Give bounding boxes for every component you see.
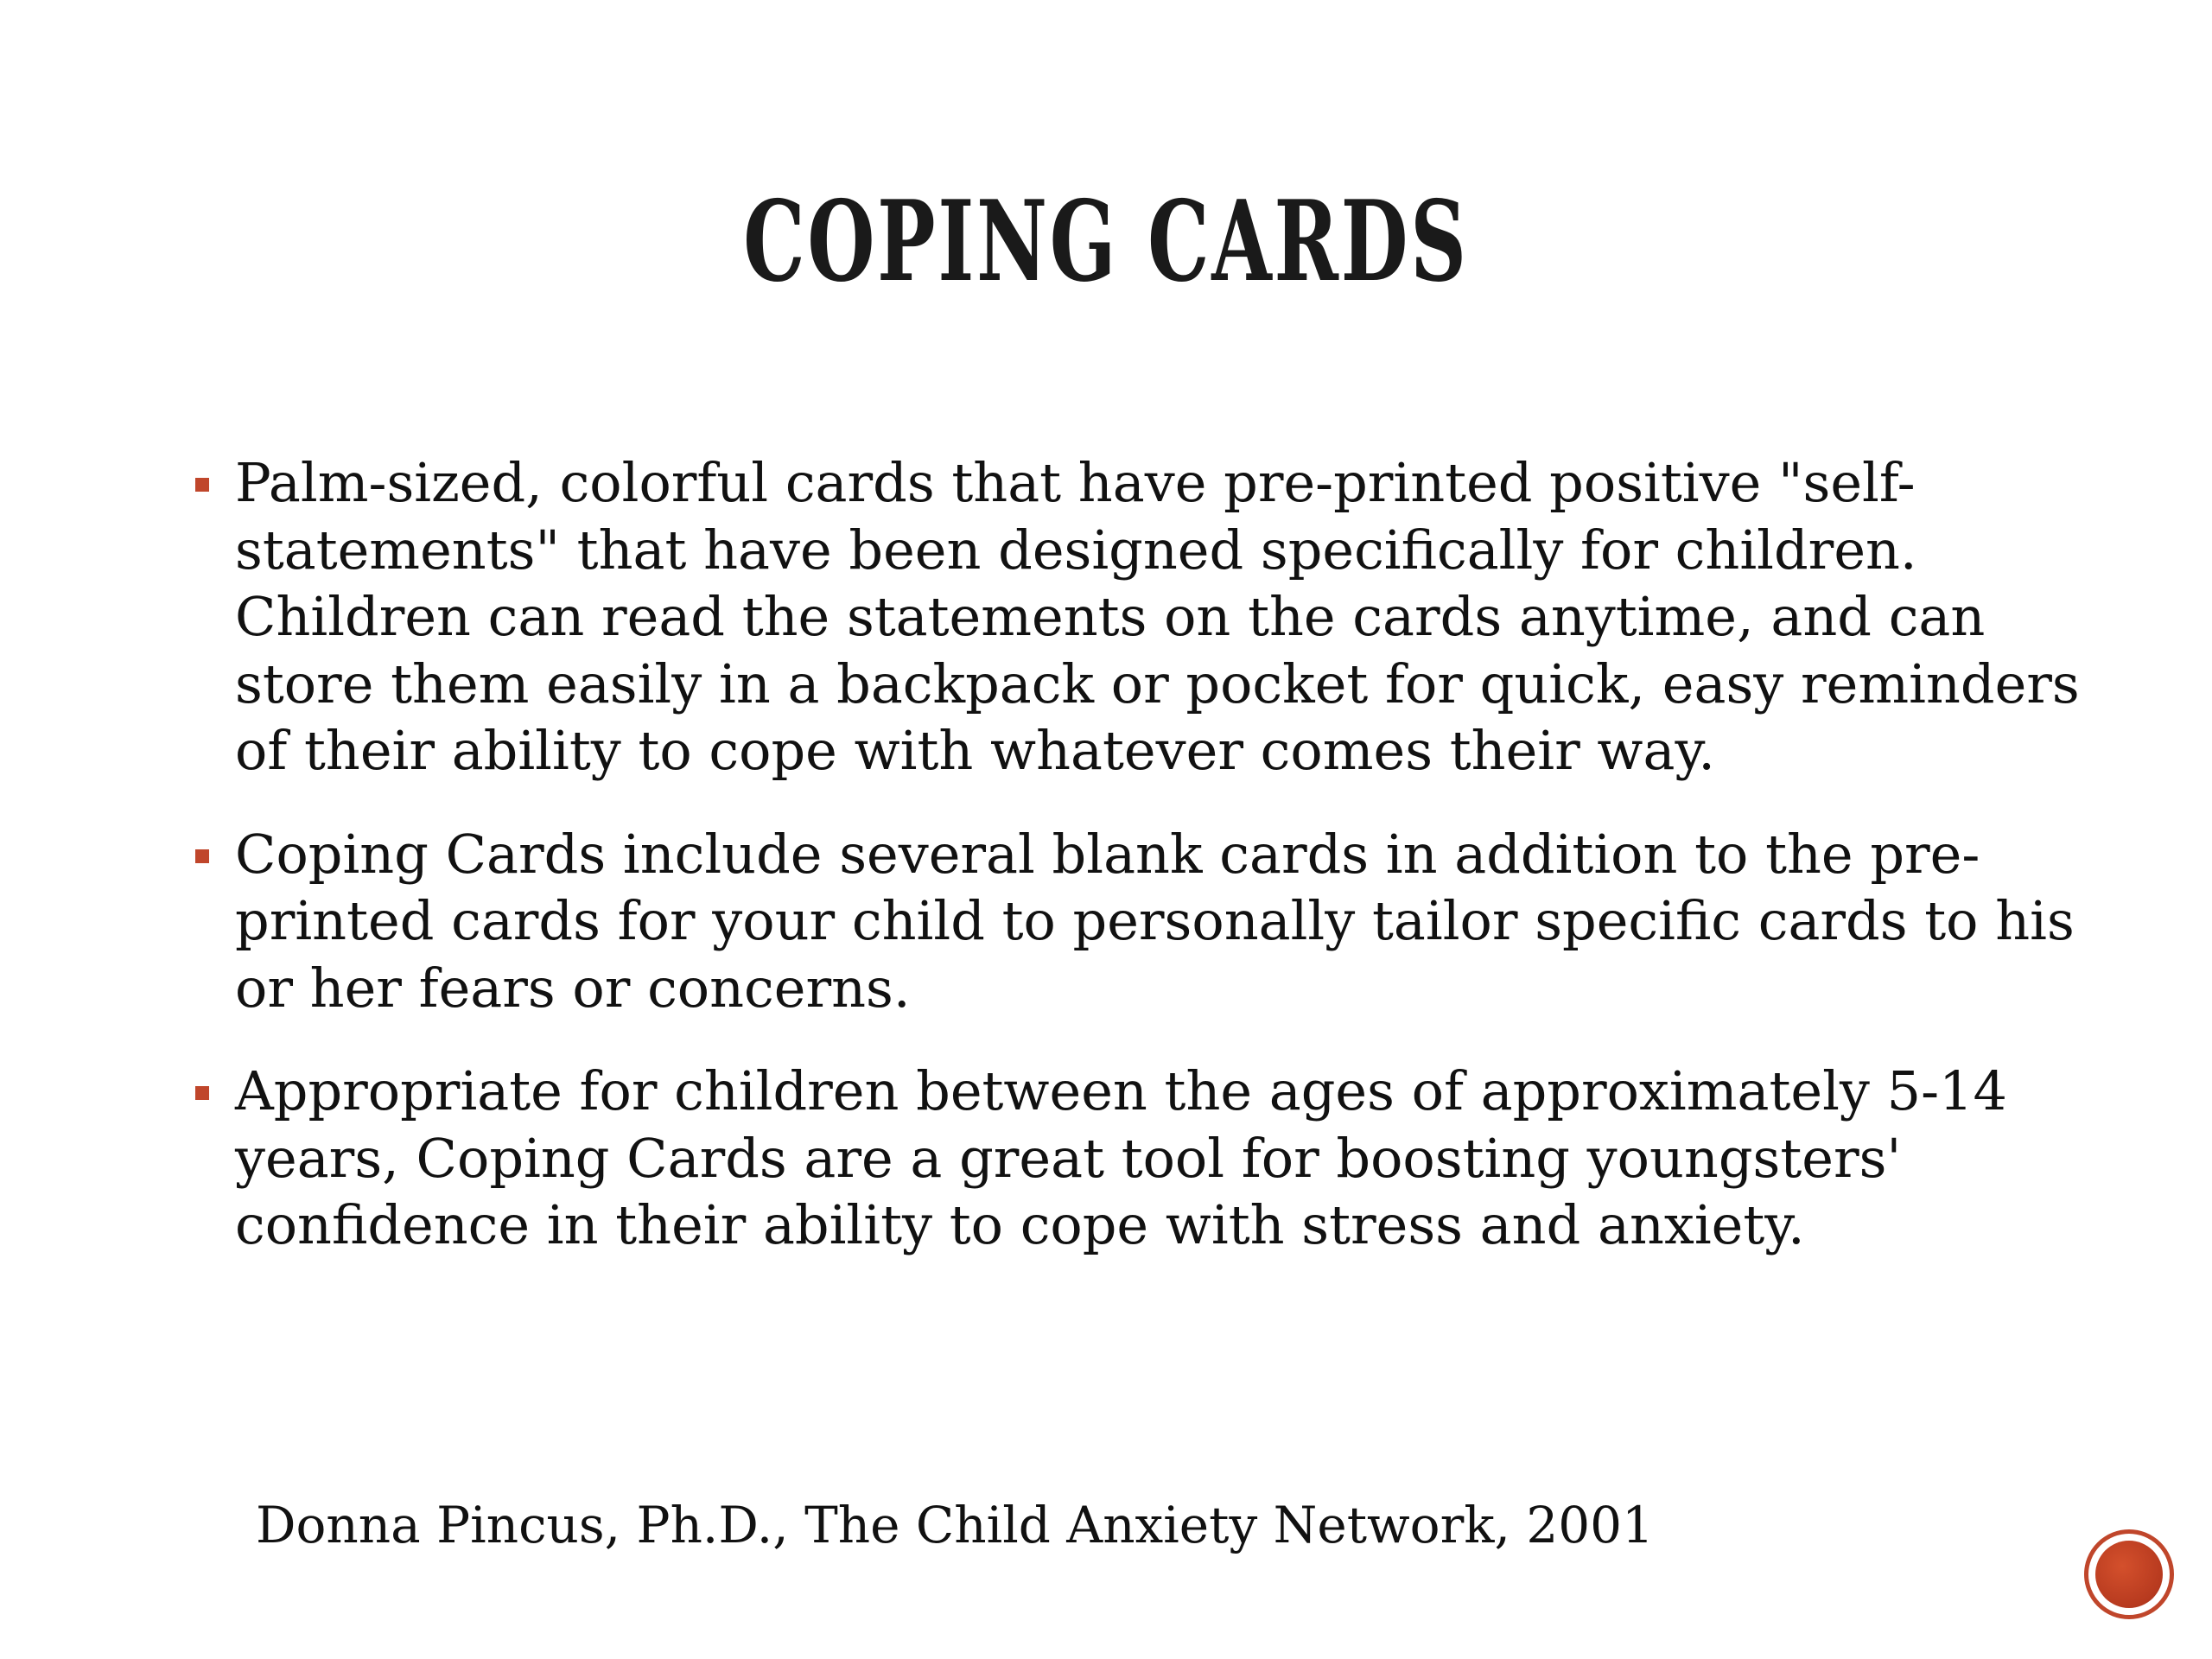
bullet-list <box>190 449 2091 1295</box>
slide-nav-button[interactable] <box>2084 1529 2174 1619</box>
citation: Donna Pincus, Ph.D., The Child Anxiety Network, 2001 <box>256 1496 1654 1554</box>
circle-button-icon <box>2095 1541 2163 1608</box>
square-bullet-icon <box>195 1086 209 1100</box>
square-bullet-icon <box>195 478 209 492</box>
bullet-item-1 <box>190 449 2091 785</box>
bullet-text-3: Appropriate for children between the ages of approximately 5-14 years, Coping Cards are a great tool for boosting youngsters' confidence in their ability to cope with stress and anxiety. <box>235 1059 2007 1256</box>
bullet-text-1: Palm-sized, colorful cards that have pre-printed positive "self-statements" that have been designed specifically for children. Children can read the statements on the cards anytime, and can store them easily in a backpack or pocket for quick, easy reminders of their ability to cope with whatever comes their way. <box>235 451 2080 782</box>
slide-title: COPING CARDS <box>743 177 1469 307</box>
square-bullet-icon <box>195 849 209 863</box>
bullet-item-2 <box>190 821 2091 1022</box>
bullet-item-3 <box>190 1058 2091 1259</box>
bullet-text-2: Coping Cards include several blank cards in addition to the pre-printed cards for your child to personally tailor specific cards to his or her fears or concerns. <box>235 822 2075 1020</box>
